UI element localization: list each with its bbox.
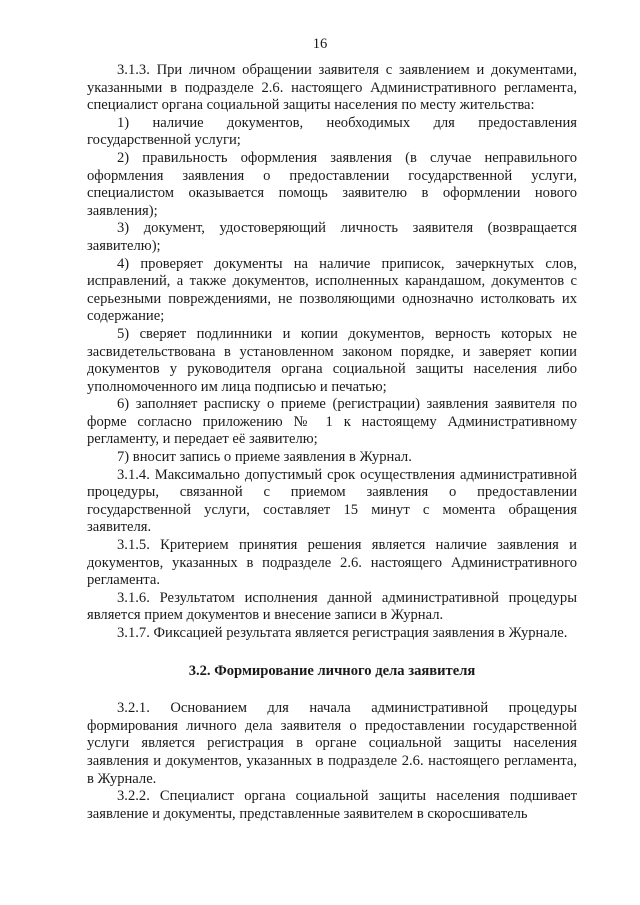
paragraph-3-1-6: 3.1.6. Результатом исполнения данной административной процедуры является прием документов и внесение записи в Журнал. [87, 589, 577, 624]
list-item-2: 2) правильность оформления заявления (в случае неправильного оформления заявления о предоставлении государственной услуги, специалистом оказывается помощь заявителю в оформлении нового заявления); [87, 149, 577, 219]
paragraph-3-2-1: 3.2.1. Основанием для начала административной процедуры формирования личного дела заявителя о предоставлении государственной услуги является регистрация в органе социальной защиты населения заявления и документов, указанных в подразделе 2.6. настоящего регламента, в Журнале. [87, 700, 577, 787]
paragraph-3-2-2: 3.2.2. Специалист органа социальной защиты населения подшивает заявление и документы, представленные заявителем в скоросшиватель [87, 788, 577, 822]
paragraph-3-1-7: 3.1.7. Фиксацией результата является регистрация заявления в Журнале. [117, 625, 568, 641]
paragraph-3-1-3: 3.1.3. При личном обращении заявителя с заявлением и документами, указанными в подразделе 2.6. настоящего Административного регламента, специалист органа социальной защиты населения по месту жительства: [87, 62, 577, 114]
page-number: 16 [312, 36, 328, 52]
paragraph-3-1-4: 3.1.4. Максимально допустимый срок осуществления административной процедуры, связанной с приемом заявления о предоставлении государственной услуги, составляет 15 минут с момента обращения заявителя. [87, 466, 577, 536]
list-item-6: 6) заполняет расписку о приеме (регистрации) заявления заявителя по форме согласно приложению № 1 к настоящему Административному регламенту, и передает её заявителю; [87, 396, 577, 448]
document-body [87, 62, 577, 823]
section-heading-3-2: 3.2. Формирование личного дела заявителя [188, 662, 476, 679]
paragraph-3-1-5: 3.1.5. Критерием принятия решения является наличие заявления и документов, указанных в подразделе 2.6. настоящего Административного регламента. [87, 537, 577, 589]
list-item-5: 5) сверяет подлинники и копии документов, верность которых не засвидетельствована в установленном законом порядке, и заверяет копии документов у руководителя органа социальной защиты населения либо уполномоченного им лица подписью и печатью; [87, 325, 577, 395]
list-item-1: 1) наличие документов, необходимых для предоставления государственной услуги; [87, 114, 577, 149]
list-item-7: 7) вносит запись о приеме заявления в Журнал. [117, 449, 412, 466]
list-item-3: 3) документ, удостоверяющий личность заявителя (возвращается заявителю); [87, 220, 577, 254]
list-item-4: 4) проверяет документы на наличие приписок, зачеркнутых слов, исправлений, а также документов, исполненных карандашом, документов с серьезными повреждениями, не позволяющими однозначно истолковать их содержание; [87, 255, 577, 325]
